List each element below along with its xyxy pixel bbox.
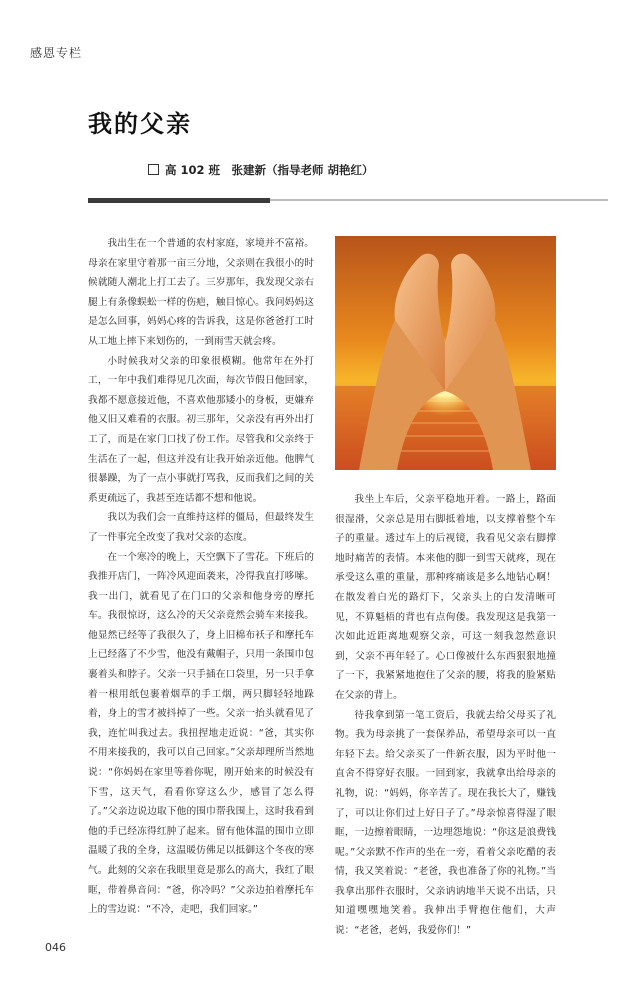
byline: [148, 162, 374, 178]
paragraph: 待我拿到第一笔工资后，我就去给父母买了礼物。我为母亲挑了一套保养品，希望母亲可以一直年轻下去。给父亲买了一件新衣服，因为平时他一直舍不得穿好衣服。一回到家，我就拿出给母亲的礼物，说：“妈妈，你辛苦了。现在我长大了，赚钱了，可以让你们过上好日子了。”母亲惊喜得湿了眼眶，一边擦着眼睛，一边埋怨地说：“你这是浪费钱呢。”父亲默不作声的坐在一旁，看着父亲吃醋的表情，我又笑着说：“老爸，我也准备了你的礼物。”当我拿出那件衣服时，父亲讷讷地半天说不出话，只知道嘿嘿地笑着。我伸出手臂抱住他们，大声说：“老爸，老妈，我爱你们！”: [335, 709, 556, 937]
article-column-right: [335, 490, 556, 941]
paragraph: 在一个寒冷的晚上，天空飘下了雪花。下班后的我推开店门，一阵冷风迎面袭来，冷得我直打哆嗦。我一出门，就看见了在门口的父亲和他身旁的摩托车。我很惊讶，这么冷的天父亲竟然会骑车来接我。他显然已经等了我很久了，身上旧棉布袄子和摩托车上已经落了不少雪，他没有戴帽子，只用一条围巾包裹着头和脖子。父亲一只手插在口袋里，另一只手拿着一根用纸包裹着烟草的手工烟，两只脚轻轻地跺着，身上的雪才被抖掉了一些。父亲一抬头就看见了我，连忙叫我过去。我扭捏地走近说：“爸，其实你不用来接我的，我可以自己回家。”父亲却理所当然地说：“你妈妈在家里等着你呢，刚开始来的时候没有下雪，这天气，看看你穿这么少，感冒了怎么得了。”父亲边说边取下他的围巾帮我围上，这时我看到他的手已经冻得红肿了起来。留有他体温的围巾立即温暖了我的全身，这温暖仿佛足以抵御这个冬夜的寒气。此刻的父亲在我眼里竟是那么的高大，我红了眼眶，带着鼻音问：“爸，你冷吗？”父亲边拍着摩托车上的雪边说：“不冷，走吧，我们回家。”: [88, 551, 314, 916]
byline-text: 高 102 班 张建新（指导老师 胡艳红）: [165, 163, 374, 177]
photo-illustration: [335, 236, 556, 470]
paragraph: 我出生在一个普通的农村家庭，家境并不富裕。母亲在家里守着那一亩三分地，父亲则在我很小的时候就随人潮北上打工去了。三岁那年，我发现父亲右腿上有条像蜈蚣一样的伤疤，触目惊心。我问妈妈这是怎么回事，妈妈心疼的告诉我，这是你爸爸打工时从工地上摔下来划伤的，一到雨雪天就会疼。: [88, 238, 314, 347]
section-label: 感恩专栏: [30, 46, 83, 60]
paragraph: 小时候我对父亲的印象很模糊。他常年在外打工，一年中我们难得见几次面，每次节假日他回家，我都不愿意接近他，不喜欢他那矮小的身板，更嫌弃他又旧又难看的衣服。初三那年，父亲没有再外出打工了，而是在家门口找了份工作。尽管我和父亲终于生活在了一起，但这并没有让我开始亲近他。他脾气很暴躁，为了一点小事就打骂我，反而我们之间的关系更疏远了，我甚至连话都不想和他说。: [88, 355, 314, 504]
heart-hands-sunset-photo: [335, 236, 556, 470]
page-number: 046: [45, 941, 66, 954]
article-title: 我的父亲: [88, 110, 192, 138]
paragraph: 我坐上车后，父亲平稳地开着。一路上，路面很湿滑，父亲总是用右脚抵着地，以支撑着整个车子的重量。透过车上的后视镜，我看见父亲右脚撑地时痛苦的表情。本来他的脚一到雪天就疼，现在承受这么重的重量，那种疼痛该是多么地钻心啊！在散发着白光的路灯下，父亲头上的白发清晰可见，不算魁梧的背也有点佝偻。我发现这是我第一次如此近距离地观察父亲，可这一刻我忽然意识到，父亲不再年轻了。心口像被什么东西狠狠地撞了一下，我紧紧地抱住了父亲的腰，将我的脸紧贴在父亲的背上。: [335, 494, 556, 701]
square-bullet-icon: [148, 164, 159, 175]
paragraph: 我以为我们会一直维持这样的僵局，但最终发生了一件事完全改变了我对父亲的态度。: [88, 512, 314, 543]
article-column-left: [88, 234, 314, 920]
title-divider-accent: [88, 198, 270, 203]
